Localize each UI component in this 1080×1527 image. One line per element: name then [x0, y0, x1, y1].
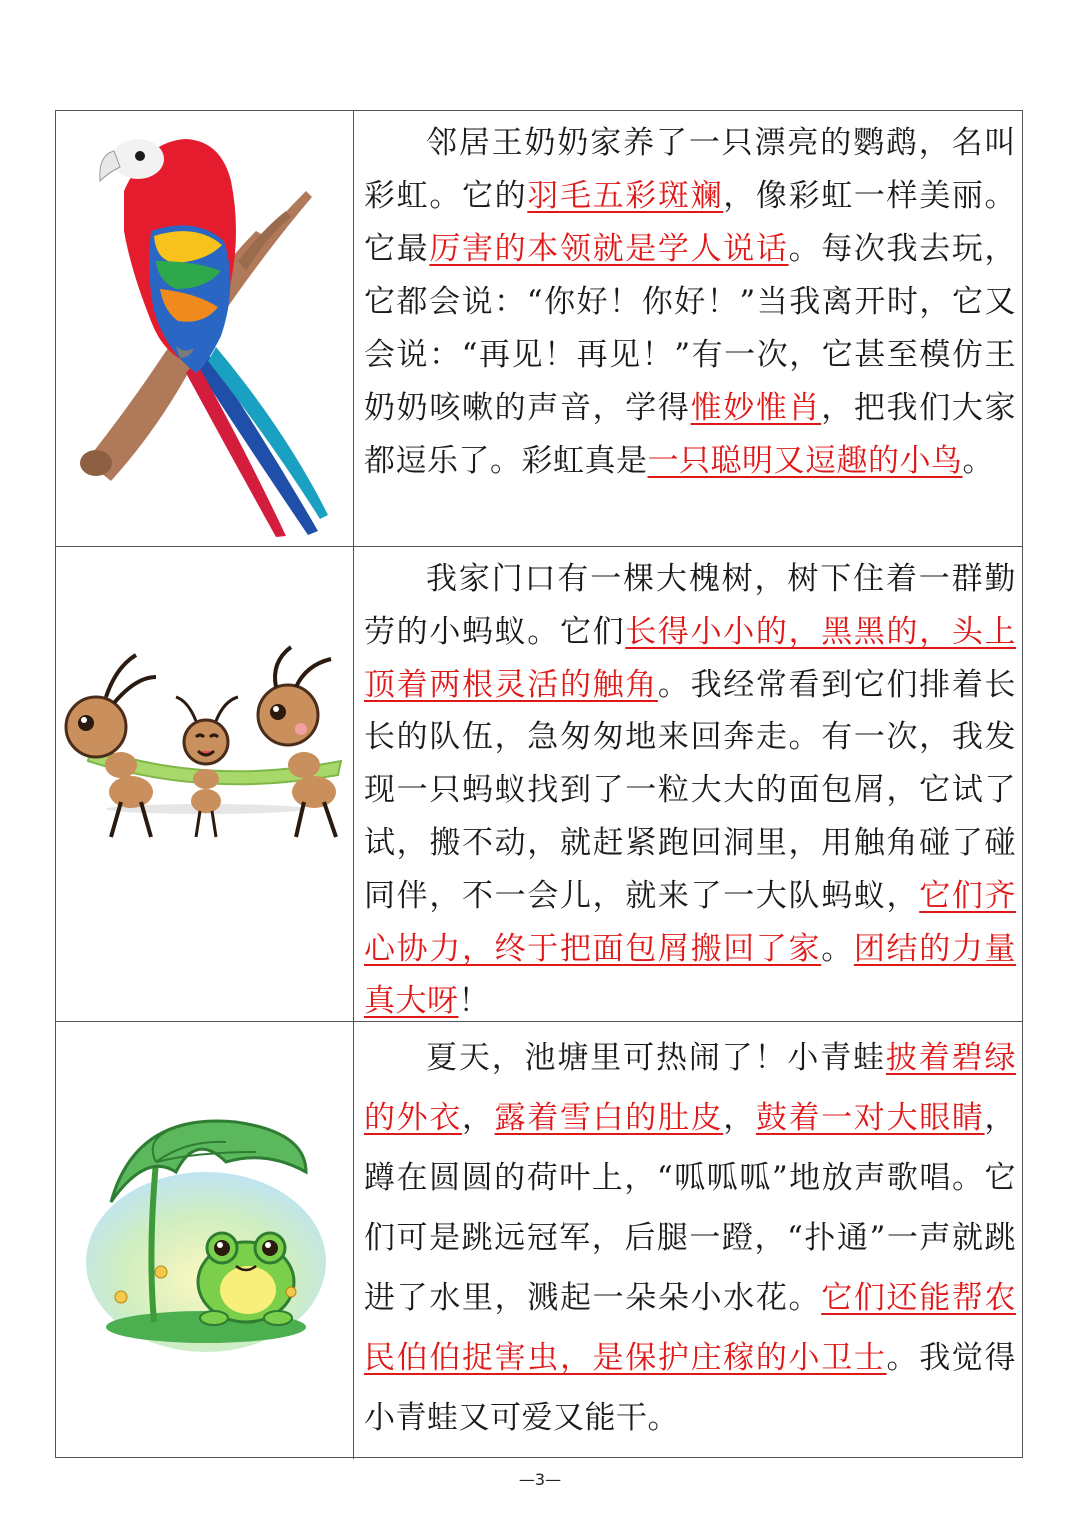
frog-text-3: ，	[723, 1100, 756, 1136]
frog-text-2: ，	[461, 1100, 495, 1136]
parrot-text-3: 。每次我去玩，它都会说：“你好！你好！”当我离开时，它又会说：“再见！再见！”有一次，它甚至模仿王奶奶咳嗽的声音，学得	[364, 231, 1017, 426]
parrot-highlight-1: 羽毛五彩斑斓	[527, 178, 724, 214]
frog-under-lotus-leaf-icon	[56, 1022, 354, 1459]
parrot-text-2: ，像彩虹一样美丽。它最	[364, 178, 1017, 267]
parrot-illustration-icon	[56, 111, 354, 547]
ants-text-2: 。我经常看到它们排着长长的队伍，急匆匆地来回奔走。有一次，我发现一只蚂蚁找到了一粒大大的面包屑，它试了试，搬不动，就赶紧跑回洞里，用触角碰了碰同伴，不一会儿，就来了一大队蚂蚁，	[364, 666, 1016, 914]
essay-table	[55, 110, 1023, 1458]
ants-illustration-cell	[56, 547, 354, 1021]
table-row-frog	[56, 1022, 1022, 1459]
frog-text-1: 夏天，池塘里可热闹了！小青蛙	[426, 1040, 886, 1076]
table-row-parrot	[56, 111, 1022, 547]
parrot-illustration-cell	[56, 111, 354, 546]
ants-paragraph	[364, 553, 1016, 1028]
frog-highlight-4: 它们还能帮农民伯伯捉害虫，是保护庄稼的小卫士	[364, 1280, 1017, 1376]
parrot-text-5: 。	[962, 443, 994, 479]
parrot-highlight-2: 厉害的本领就是学人说话	[429, 231, 789, 267]
ants-carrying-leaf-icon	[56, 547, 354, 1022]
frog-highlight-3: 鼓着一对大眼睛	[755, 1100, 985, 1136]
table-row-ants	[56, 547, 1022, 1022]
frog-paragraph	[364, 1028, 1016, 1448]
frog-text-4: ，蹲在圆圆的荷叶上，“呱呱呱”地放声歌唱。它们可是跳远冠军，后腿一蹬，“扑通”一声就跳进了水里，溅起一朵朵小水花。	[364, 1100, 1017, 1316]
frog-highlight-1: 披着碧绿的外衣	[364, 1040, 1017, 1136]
parrot-highlight-4: 一只聪明又逗趣的小鸟	[647, 443, 963, 479]
parrot-text-1: 邻居王奶奶家养了一只漂亮的鹦鹉，名叫彩虹。它的	[364, 125, 1016, 214]
ants-text-3: 。	[821, 930, 854, 967]
ants-text-4: ！	[458, 983, 490, 1020]
frog-text-5: 。我觉得小青蛙又可爱又能干。	[364, 1340, 1017, 1436]
ants-highlight-1: 长得小小的，黑黑的，头上顶着两根灵活的触角	[364, 613, 1017, 703]
ants-highlight-2: 它们齐心协力，终于把面包屑搬回了家	[364, 877, 1017, 967]
parrot-paragraph	[364, 117, 1016, 488]
frog-illustration-cell	[56, 1022, 354, 1459]
parrot-text-4: ，把我们大家都逗乐了。彩虹真是	[364, 390, 1017, 479]
page-number: —3—	[518, 1470, 562, 1489]
frog-highlight-2: 露着雪白的肚皮	[494, 1100, 724, 1136]
parrot-highlight-3: 惟妙惟肖	[690, 390, 822, 426]
ants-highlight-3: 团结的力量真大呀	[364, 930, 1017, 1020]
ants-text-1: 我家门口有一棵大槐树，树下住着一群勤劳的小蚂蚁。它们	[364, 561, 1016, 650]
